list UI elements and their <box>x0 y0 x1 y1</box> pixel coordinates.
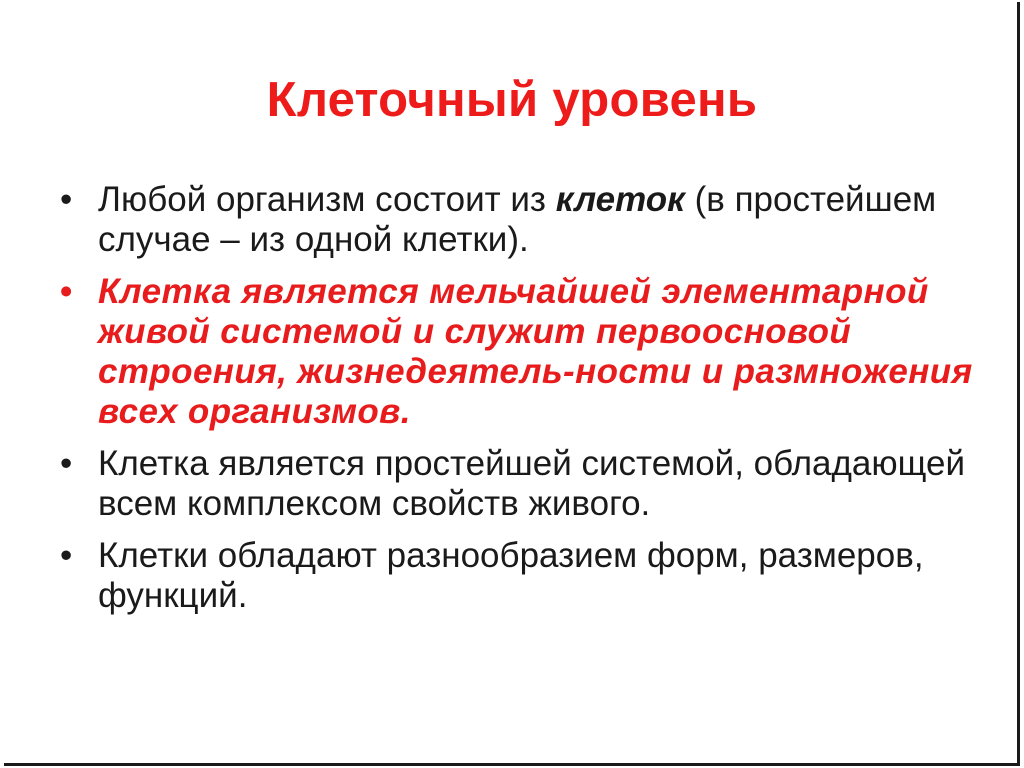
bullet-item-2-highlighted <box>60 272 980 432</box>
bullet-marker: • <box>60 536 73 575</box>
bullet-item-3 <box>60 444 980 524</box>
slide-title: Клеточный уровень <box>266 73 758 127</box>
bullet-marker: • <box>60 444 73 483</box>
bullet-item-1 <box>60 180 980 260</box>
bullet-text: Клетка является мельчайшей элементарной живой системой и служит первоосновой строения, жизнедеятель-ности и размножения всех организмов. <box>98 272 973 431</box>
bullet-text-before: Любой организм состоит из <box>98 180 556 219</box>
bullet-text: Клетки обладают разнообразием форм, размеров, функций. <box>98 536 924 615</box>
bullet-text-after: (в простейшем случае – из одной клетки). <box>98 180 937 259</box>
bullet-list <box>60 180 980 628</box>
bullet-emphasis-word: клеток <box>555 180 685 219</box>
bullet-text: Клетка является простейшей системой, обладающей всем комплексом свойств живого. <box>98 444 966 523</box>
bullet-item-4 <box>60 536 980 616</box>
bullet-marker: • <box>60 180 73 219</box>
bullet-marker: • <box>60 272 73 311</box>
